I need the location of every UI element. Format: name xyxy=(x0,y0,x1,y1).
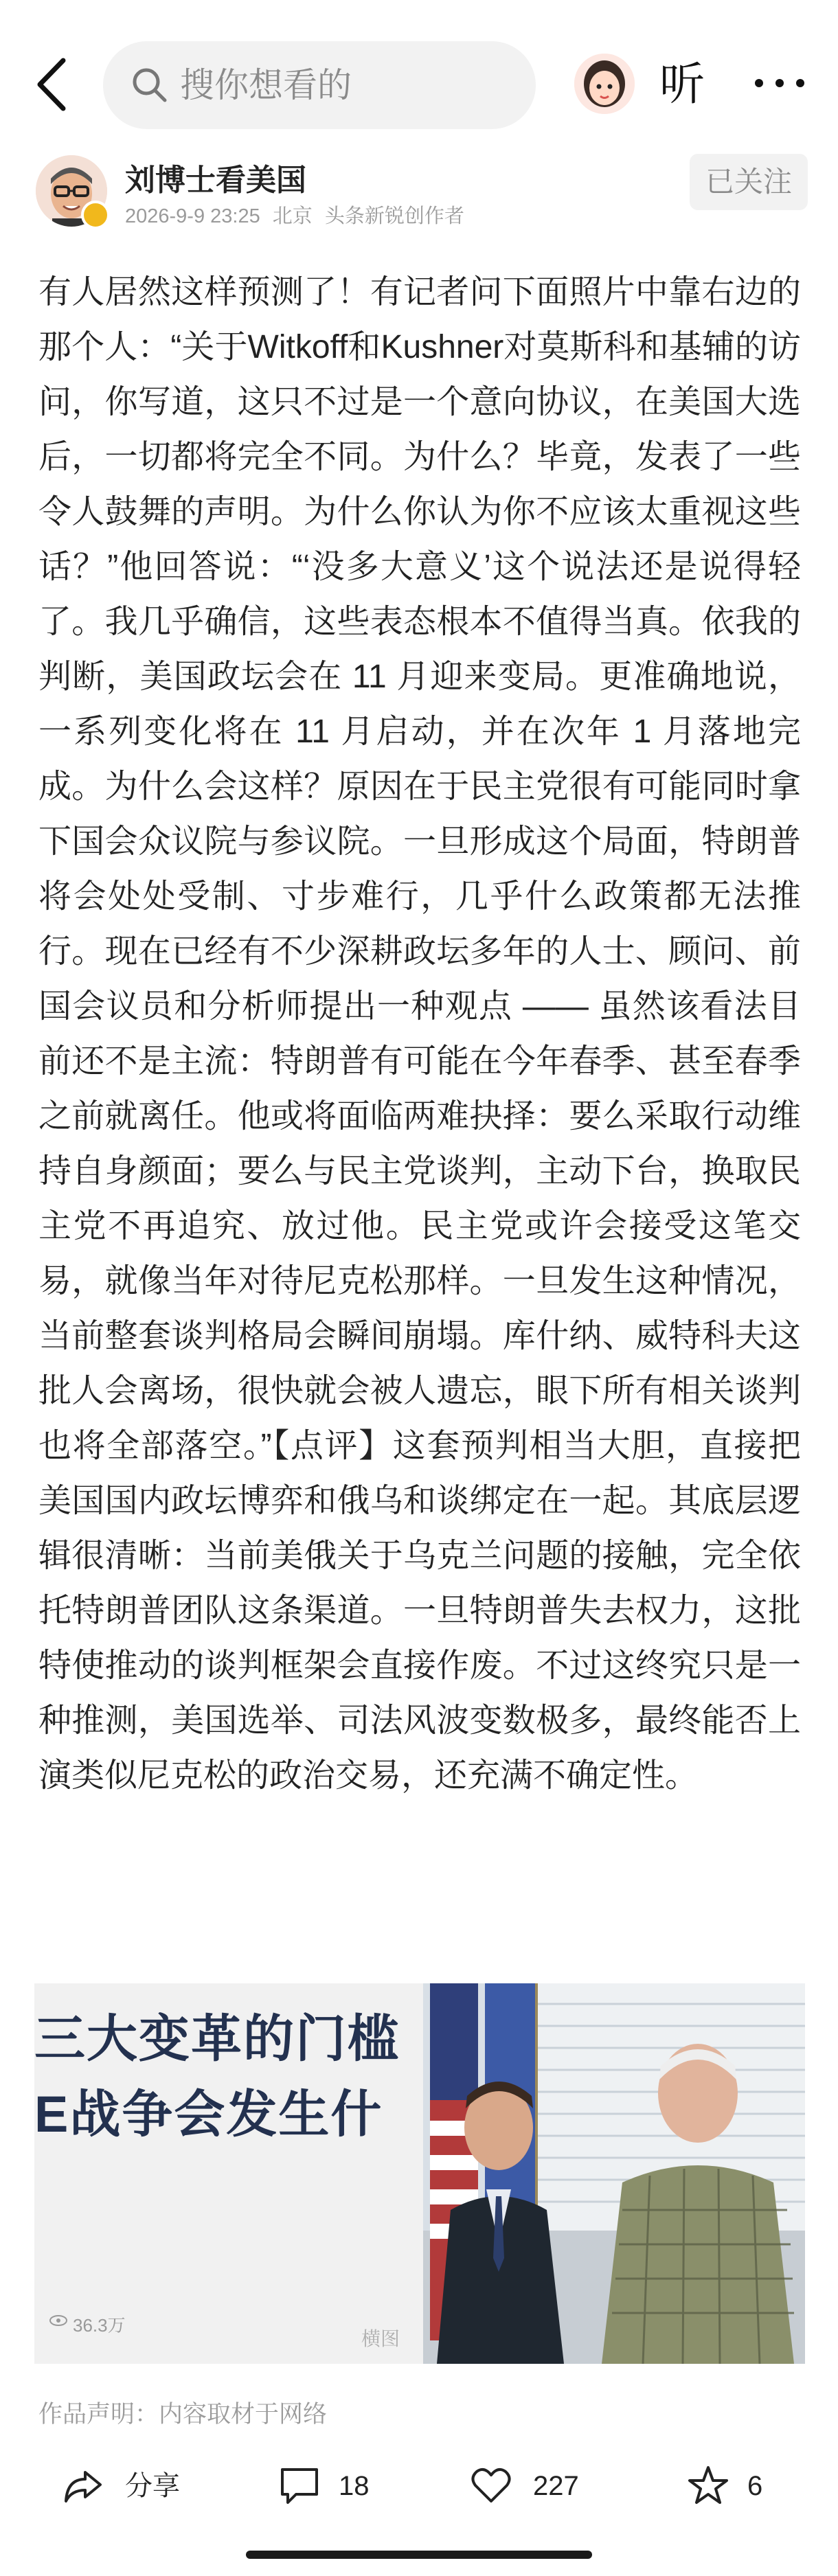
avatar-icon xyxy=(574,54,635,114)
photo-overlay-line1: 三大变革的门槛 xyxy=(34,2010,400,2067)
comment-button[interactable] xyxy=(278,2461,388,2511)
search-placeholder: 搜你想看的 xyxy=(180,66,352,104)
share-label: 分享 xyxy=(125,2471,180,2501)
photo-left-panel xyxy=(34,1983,423,2364)
back-button[interactable] xyxy=(27,54,82,115)
back-arrow-icon xyxy=(27,54,82,115)
author-title: 头条新锐创作者 xyxy=(324,205,464,227)
view-count: 36.3万 xyxy=(73,2315,126,2336)
search-icon xyxy=(131,66,169,104)
publish-date: 2026-9-9 23:25 xyxy=(125,205,260,227)
publish-location: 北京 xyxy=(272,205,313,227)
user-avatar-button[interactable] xyxy=(574,54,635,114)
comment-count: 18 xyxy=(339,2471,370,2501)
share-icon xyxy=(62,2464,104,2507)
share-button[interactable] xyxy=(62,2461,185,2511)
content-disclaimer: 作品声明：内容取材于网络 xyxy=(38,2401,328,2428)
follow-button[interactable]: 已关注 xyxy=(690,154,808,210)
people-photo xyxy=(423,1983,805,2364)
like-count: 227 xyxy=(533,2471,579,2501)
favorite-button[interactable] xyxy=(687,2461,797,2511)
article-photo[interactable] xyxy=(34,1983,805,2364)
home-indicator[interactable] xyxy=(246,2551,592,2559)
more-icon xyxy=(749,66,811,100)
like-button[interactable] xyxy=(470,2461,593,2511)
verified-badge-icon xyxy=(81,201,110,229)
article-body: 有人居然这样预测了！有记者问下面照片中靠右边的那个人：“关于Witkoff和Kushner对莫斯科和基辅的访问，你写道，这只不过是一个意向协议，在美国大选后，一切都将完全不同。为什么？毕竟，发表了一些令人鼓舞的声明。为什么你认为你不应该太重视这些话？”他回答说：“‘没多大意义’这个说法还是说得轻了。我几乎确信，这些表态根本不值得当真。依我的判断，美国政坛会在 11 月迎来变局。更准确地说，一系列变化将在 11 月启动，并在次年 1 月落地完成。为什么会这样？原因在于民主党很有可能同时拿下国会众议院与参议院。一旦形成这个局面，特朗普将会处处受制、寸步难行，几乎什么政策都无法推行。现在已经有不少深耕政坛多年的人士、顾问、前国会议员和分析师提出一种观点 —— 虽然该看法目前还不是主流：特朗普有可能在今年春季、甚至春季之前就离任。他或将面临两难抉择：要么采取行动维持自身颜面；要么与民主党谈判，主动下台，换取民主党不再追究、放过他。民主党或许会接受这笔交易，就像当年对待尼克松那样。一旦发生这种情况，当前整套谈判格局会瞬间崩塌。库什纳、威特科夫这批人会离场，很快就会被人遗忘，眼下所有相关谈判也将全部落空。”【点评】这套预判相当大胆，直接把美国国内政坛博弈和俄乌和谈绑定在一起。其底层逻辑很清晰：当前美俄关于乌克兰问题的接触，完全依托特朗普团队这条渠道。一旦特朗普失去权力，这批特使推动的谈判框架会直接作废。不过这终究只是一种推测，美国选举、司法风波变数极多，最终能否上演类似尼克松的政治交易，还充满不确定性。 xyxy=(38,274,801,1794)
star-icon xyxy=(687,2464,729,2507)
more-button[interactable] xyxy=(749,66,811,100)
heart-icon xyxy=(470,2464,512,2507)
eye-icon xyxy=(49,2314,67,2327)
search-input[interactable] xyxy=(103,41,536,129)
favorite-count: 6 xyxy=(747,2471,763,2501)
top-navigation-bar xyxy=(0,0,838,159)
author-name[interactable]: 刘博士看美国 xyxy=(125,163,306,197)
author-meta xyxy=(125,201,471,229)
image-tag: 横图 xyxy=(361,2328,400,2349)
listen-button[interactable]: 听 xyxy=(659,58,705,109)
photo-overlay-line2: E战争会发生什 xyxy=(34,2086,383,2143)
comment-icon xyxy=(278,2464,321,2507)
